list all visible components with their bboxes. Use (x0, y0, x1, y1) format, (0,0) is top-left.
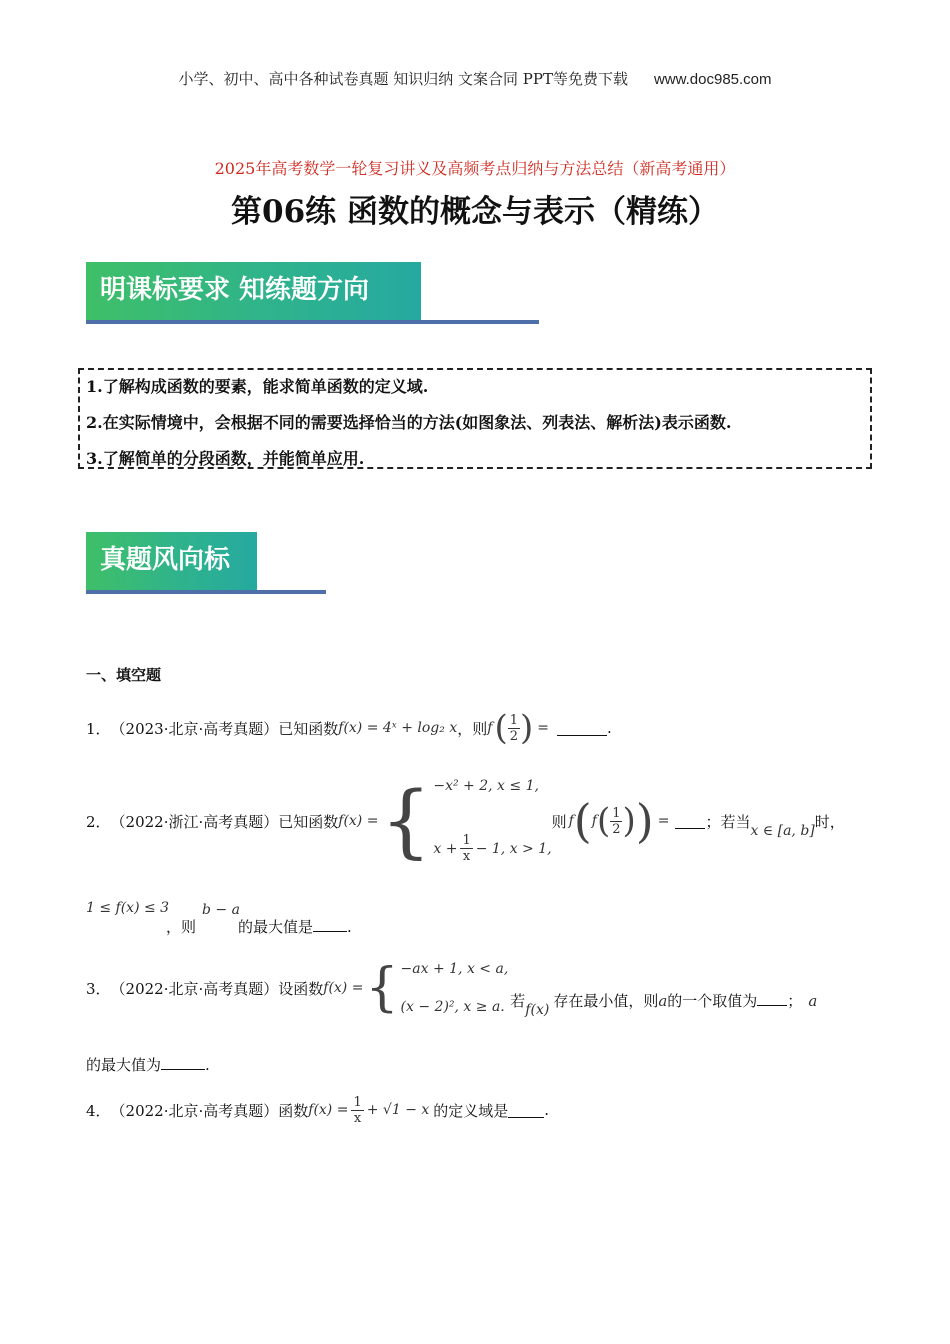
period: . (606, 719, 612, 737)
answer-blank[interactable] (757, 991, 787, 1006)
answer-blank[interactable] (313, 917, 347, 932)
question-number: 3． (86, 979, 111, 998)
subtitle: 2025年高考数学一轮复习讲义及高频考点归纳与方法总结（新高考通用） (214, 159, 736, 178)
question-text: ，则 (166, 918, 197, 936)
function-label: f(x) = (338, 813, 379, 829)
f-outer: f (568, 813, 574, 829)
page-title: 第06练 函数的概念与表示（精练） (231, 194, 719, 230)
banner-underline (86, 320, 539, 324)
question-number: 2． (86, 812, 111, 831)
question-1: 1． （2023·北京·高考真题）已知函数 f(x) = 4ˣ + log₂ x ，则 f ( $\frac{1}{2}$ ) = . (86, 708, 612, 748)
requirement-item: 3.了解简单的分段函数，并能简单应用. (86, 449, 365, 468)
question-text: ；若当 (705, 812, 751, 831)
question-source: （2022·浙江·高考真题）已知函数 (110, 812, 339, 831)
question-number: 1． (86, 719, 111, 738)
requirement-item: 1.了解构成函数的要素，能求简单函数的定义域. (86, 377, 429, 396)
page-header (0, 68, 950, 89)
question-text: 的最大值是 . (238, 918, 352, 936)
f-inner: f (591, 813, 597, 829)
question-text: 的定义域是 (433, 1101, 509, 1120)
banner-requirements: 明课标要求 知练题方向 (86, 262, 421, 320)
question-source: （2023·北京·高考真题）已知函数 (110, 719, 339, 738)
piecewise-cases (401, 961, 509, 1015)
fx-expression: f(x) (525, 1002, 550, 1018)
question-3-line-2: 的最大值为 . (86, 1056, 210, 1074)
condition-expression: x ∈ [a, b] (750, 823, 815, 839)
header-site[interactable]: www.doc985.com (653, 71, 772, 88)
case-2: (x − 2)², x ≥ a. (400, 999, 505, 1015)
fraction-one-half: $\frac{1}{2}$ (509, 712, 518, 744)
question-text: 时， (814, 812, 845, 831)
banner-real-questions: 真题风向标 (86, 532, 257, 590)
question-text: ，则 (457, 719, 488, 738)
question-4 (86, 1090, 549, 1130)
function-label: f(x) = (308, 1102, 349, 1118)
question-2: 2． （2022·浙江·高考真题）已知函数 f(x) = { −x² + 2, x ≤ 1, x + $\frac{1}{x}$ − 1, x > 1, 则 f ( f ( $\frac{1}{2}$ ) ) = ；若当 x ∈ [a, b] 时， (86, 774, 845, 867)
question-source: （2022·北京·高考真题）设函数 (110, 979, 324, 998)
equals-sign: = (657, 813, 670, 829)
case-2: x + $\frac{1}{x}$ − 1, x > 1, (433, 833, 552, 864)
equals-sign: = (537, 720, 549, 736)
question-text: 若 (510, 991, 526, 1010)
answer-blank[interactable] (557, 721, 607, 736)
question-source: （2022·北京·高考真题）函数 (110, 1101, 309, 1120)
answer-blank[interactable] (675, 814, 705, 829)
answer-blank[interactable] (508, 1103, 544, 1118)
question-text: 则 (551, 812, 567, 831)
function-label: f(x) = (323, 980, 364, 996)
fraction-one-half: $\frac{1}{2}$ (612, 805, 621, 837)
f-symbol: f (487, 720, 493, 736)
fraction-one-over-x: $\frac{1}{x}$ (353, 1094, 362, 1126)
case-1: −ax + 1, x < a, (400, 961, 509, 977)
section-heading: 一、填空题 (86, 666, 162, 684)
header-text: 小学、初中、高中各种试卷真题 知识归纳 文案合同 PPT等免费下载 (178, 70, 628, 88)
piecewise-cases (433, 778, 551, 864)
period: . (544, 1101, 550, 1119)
question-3: 3． （2022·北京·高考真题）设函数 f(x) = { −ax + 1, x < a, (x − 2)², x ≥ a. 若 f(x) 存在最小值，则a的一个取值为 ； a (86, 958, 818, 1018)
sqrt-expression: + √1 − x (366, 1102, 430, 1118)
requirement-item: 2.在实际情境中，会根据不同的需要选择恰当的方法(如图象法、列表法、解析法)表示函数. (86, 413, 732, 432)
difference-expression: b − a (202, 902, 240, 918)
question-text: 存在最小值，则a的一个取值为 ； a (553, 991, 818, 1010)
function-expression: f(x) = 4ˣ + log₂ x (338, 720, 458, 736)
range-expression: 1 ≤ f(x) ≤ 3 (86, 900, 170, 916)
answer-blank[interactable] (161, 1055, 205, 1070)
case-1: −x² + 2, x ≤ 1, (433, 778, 539, 794)
banner-underline (86, 590, 326, 594)
question-number: 4． (86, 1101, 111, 1120)
